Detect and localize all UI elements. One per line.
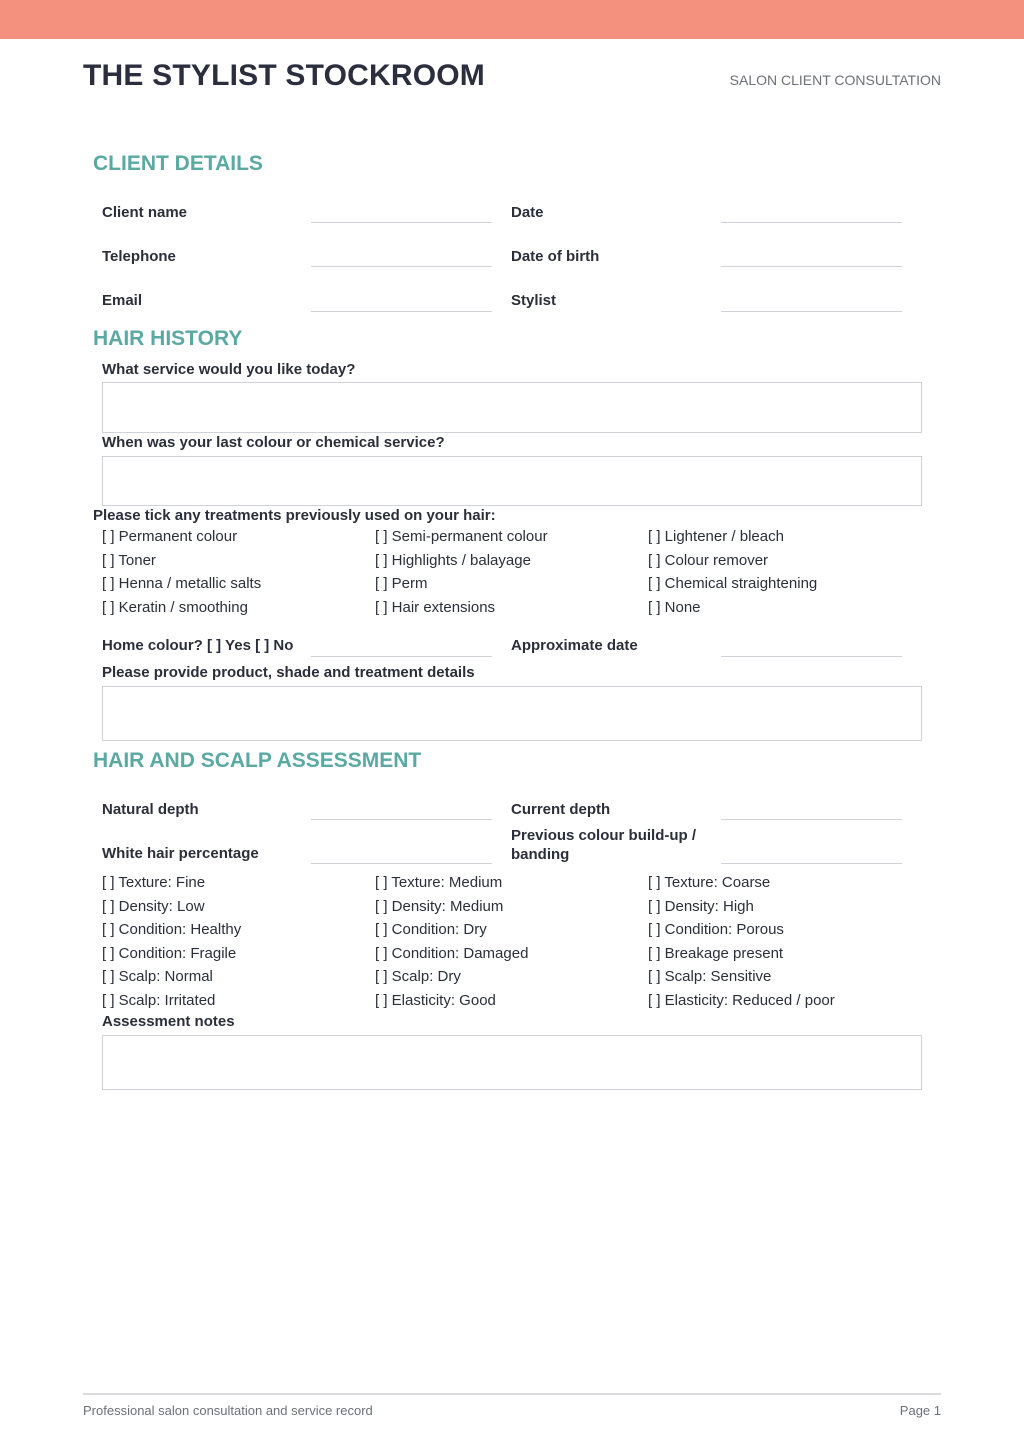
stylist-field[interactable]	[721, 311, 902, 312]
checkbox-texture-coarse[interactable]: [ ] Texture: Coarse	[648, 874, 771, 891]
service-answer-box[interactable]	[102, 382, 922, 433]
previous-buildup-label-line1: Previous colour build-up /	[511, 827, 697, 844]
current-depth-field[interactable]	[721, 819, 902, 820]
previous-buildup-label-line2: banding	[511, 846, 570, 863]
natural-depth-label: Natural depth	[102, 801, 199, 818]
assessment-checklist	[102, 874, 942, 1015]
checkbox-scalp-irritated[interactable]: [ ] Scalp: Irritated	[102, 991, 216, 1009]
assessment-notes-box[interactable]	[102, 1035, 922, 1090]
checkbox-condition-fragile[interactable]: [ ] Condition: Fragile	[102, 944, 237, 962]
white-hair-label: White hair percentage	[102, 845, 259, 862]
checklist-row	[102, 528, 942, 552]
checkbox-colour-remover[interactable]: [ ] Colour remover	[648, 551, 769, 569]
checkbox-elasticity-good[interactable]: [ ] Elasticity: Good	[375, 991, 496, 1009]
telephone-field[interactable]	[311, 266, 492, 267]
checkbox-chemical-straightening[interactable]: [ ] Chemical straightening	[648, 575, 818, 592]
natural-depth-field[interactable]	[311, 819, 492, 820]
checkbox-perm[interactable]: [ ] Perm	[375, 575, 428, 592]
date-label: Date	[511, 204, 544, 221]
section-title-hair-history: HAIR HISTORY	[93, 327, 243, 350]
checklist-row	[102, 552, 942, 576]
checkbox-permanent-colour[interactable]: [ ] Permanent colour	[102, 528, 238, 545]
section-title-client-details: CLIENT DETAILS	[93, 152, 263, 175]
checkbox-keratin-smoothing[interactable]: [ ] Keratin / smoothing	[102, 598, 248, 616]
footer-caption: Professional salon consultation and service record	[83, 1403, 373, 1418]
details-answer-box[interactable]	[102, 686, 922, 741]
checklist-row	[102, 599, 942, 623]
top-accent-bar	[0, 0, 1024, 39]
previous-buildup-label	[511, 826, 696, 864]
email-field[interactable]	[311, 311, 492, 312]
checklist-row	[102, 945, 942, 969]
date-of-birth-field[interactable]	[721, 266, 902, 267]
treatments-prompt: Please tick any treatments previously used on your hair:	[93, 507, 496, 524]
checklist-row	[102, 968, 942, 992]
last-service-question-label: When was your last colour or chemical service?	[102, 434, 445, 451]
stylist-label: Stylist	[511, 292, 557, 309]
checklist-row	[102, 921, 942, 945]
checkbox-elasticity-reduced[interactable]: [ ] Elasticity: Reduced / poor	[648, 991, 835, 1009]
checkbox-lightener-bleach[interactable]: [ ] Lightener / bleach	[648, 528, 784, 545]
checkbox-scalp-normal[interactable]: [ ] Scalp: Normal	[102, 968, 213, 985]
checkbox-breakage-present[interactable]: [ ] Breakage present	[648, 944, 784, 962]
checkbox-condition-damaged[interactable]: [ ] Condition: Damaged	[375, 944, 529, 962]
checkbox-toner[interactable]: [ ] Toner	[102, 551, 156, 569]
checkbox-scalp-sensitive[interactable]: [ ] Scalp: Sensitive	[648, 968, 772, 985]
checkbox-henna-metallic-salts[interactable]: [ ] Henna / metallic salts	[102, 575, 262, 592]
checkbox-density-medium[interactable]: [ ] Density: Medium	[375, 897, 504, 915]
checkbox-texture-medium[interactable]: [ ] Texture: Medium	[375, 874, 503, 891]
treatments-checklist	[102, 528, 942, 622]
assessment-notes-label: Assessment notes	[102, 1013, 235, 1030]
page-number: Page 1	[899, 1403, 941, 1418]
approximate-date-field[interactable]	[721, 656, 902, 657]
telephone-label: Telephone	[102, 248, 176, 265]
footer-divider	[83, 1393, 941, 1395]
checkbox-density-low[interactable]: [ ] Density: Low	[102, 897, 205, 915]
document-type: SALON CLIENT CONSULTATION	[729, 72, 941, 88]
current-depth-label: Current depth	[511, 801, 611, 818]
checkbox-condition-dry[interactable]: [ ] Condition: Dry	[375, 921, 487, 938]
checklist-row	[102, 898, 942, 922]
home-colour-field[interactable]	[311, 656, 492, 657]
section-title-assessment: HAIR AND SCALP ASSESSMENT	[93, 749, 422, 772]
service-question-label: What service would you like today?	[102, 361, 356, 378]
checkbox-hair-extensions[interactable]: [ ] Hair extensions	[375, 598, 496, 616]
checkbox-texture-fine[interactable]: [ ] Texture: Fine	[102, 874, 206, 891]
checkbox-density-high[interactable]: [ ] Density: High	[648, 897, 754, 915]
last-service-answer-box[interactable]	[102, 456, 922, 506]
checkbox-scalp-dry[interactable]: [ ] Scalp: Dry	[375, 968, 461, 985]
checklist-row	[102, 874, 942, 898]
white-hair-field[interactable]	[311, 863, 492, 864]
date-of-birth-label: Date of birth	[511, 248, 600, 265]
checkbox-none[interactable]: [ ] None	[648, 598, 701, 616]
email-label: Email	[102, 292, 143, 309]
checklist-row	[102, 575, 942, 599]
client-name-field[interactable]	[311, 222, 492, 223]
checkbox-condition-porous[interactable]: [ ] Condition: Porous	[648, 921, 784, 938]
client-name-label: Client name	[102, 204, 188, 221]
previous-buildup-field[interactable]	[721, 863, 902, 864]
brand-title: THE STYLIST STOCKROOM	[83, 59, 485, 92]
date-field[interactable]	[721, 222, 902, 223]
checkbox-semi-permanent-colour[interactable]: [ ] Semi-permanent colour	[375, 528, 548, 545]
checkbox-highlights-balayage[interactable]: [ ] Highlights / balayage	[375, 551, 531, 569]
checkbox-condition-healthy[interactable]: [ ] Condition: Healthy	[102, 921, 242, 938]
details-prompt-label: Please provide product, shade and treatment details	[102, 664, 475, 681]
approximate-date-label: Approximate date	[511, 637, 638, 654]
home-colour-label[interactable]: Home colour? [ ] Yes [ ] No	[102, 637, 294, 654]
